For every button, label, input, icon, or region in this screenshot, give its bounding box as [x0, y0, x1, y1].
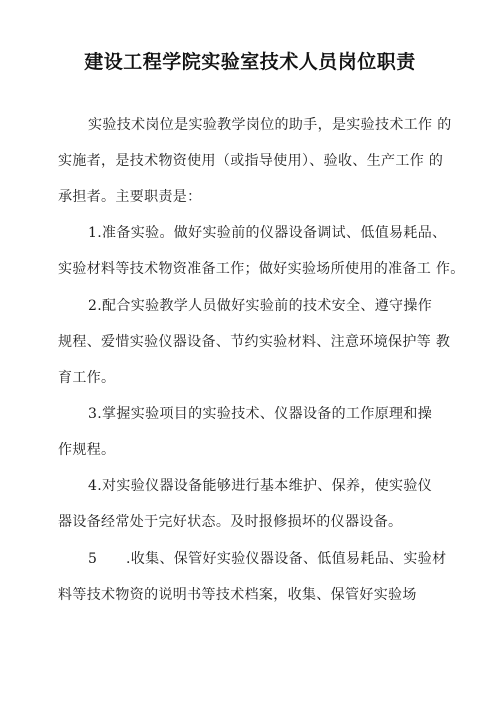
body-line: 1.准备实验。做好实验前的仪器设备调试、低值易耗品、 [88, 225, 447, 241]
body-line: 料等技术物资的说明书等技术档案，收集、保管好实验场 [58, 587, 417, 603]
body-line: 器设备经常处于完好状态。及时报修损坏的仪器设备。 [58, 514, 403, 530]
body-line: 承担者。主要职责是： [58, 189, 202, 205]
body-line: 规程、爱惜实验仪器设备、节约实验材料、注意环境保护等 教 [58, 334, 451, 350]
body-line: 育工作。 [58, 370, 116, 386]
body-line: 实施者，是技术物资使用（或指导使用）、验收、生产工作 的 [58, 153, 444, 169]
body-line: 2.配合实验教学人员做好实验前的技术安全、遵守操作 [88, 298, 433, 314]
body-line: 作规程。 [58, 442, 116, 458]
body-line: 实验技术岗位是实验教学岗位的助手，是实验技术工作 的 [88, 117, 452, 133]
body-line: 3.掌握实验项目的实验技术、仪器设备的工作原理和操 [88, 406, 433, 422]
document-title: 建设工程学院实验室技术人员岗位职责 [84, 51, 416, 73]
body-line: 5 .收集、保管好实验仪器设备、低值易耗品、实验材 [88, 551, 447, 567]
body-line: 实验材料等技术物资准备工作；做好实验场所使用的准备工 作。 [58, 261, 465, 277]
body-line: 4.对实验仪器设备能够进行基本维护、保养，使实验仪 [88, 478, 433, 494]
